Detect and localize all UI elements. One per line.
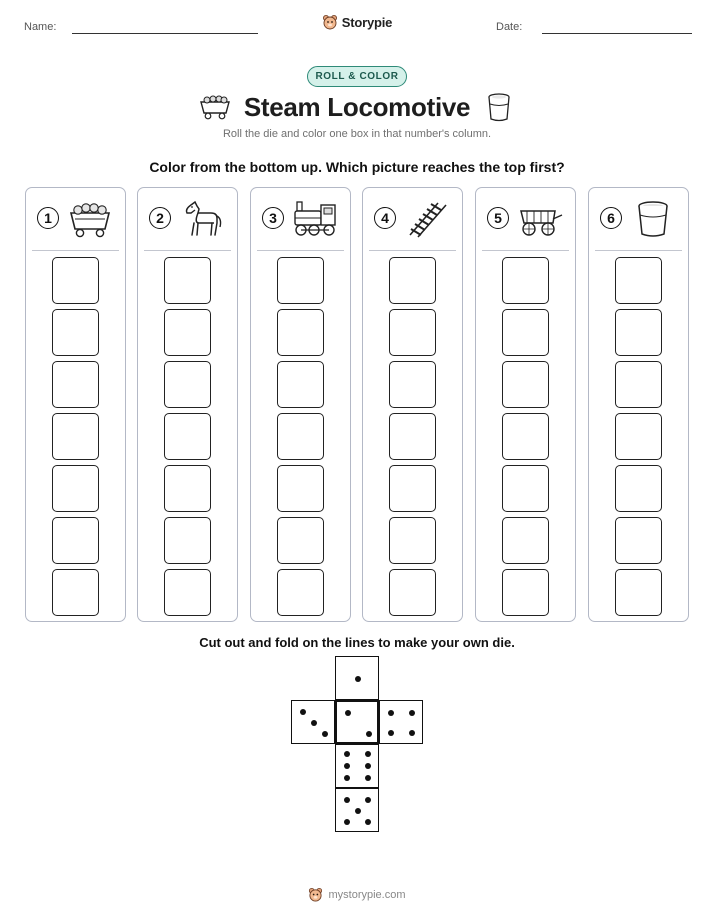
date-line[interactable] bbox=[542, 33, 692, 34]
die-pip bbox=[409, 710, 415, 716]
color-box[interactable] bbox=[389, 517, 436, 564]
color-box[interactable] bbox=[389, 309, 436, 356]
die-pip bbox=[409, 730, 415, 736]
die-pip bbox=[322, 731, 328, 737]
bear-logo-icon bbox=[308, 887, 323, 902]
die-pip bbox=[365, 797, 371, 803]
color-box[interactable] bbox=[502, 465, 549, 512]
die-pip bbox=[366, 731, 372, 737]
color-box[interactable] bbox=[615, 361, 662, 408]
column-divider bbox=[32, 250, 119, 251]
page-subtitle: Roll the die and color one box in that number's column. bbox=[222, 128, 492, 140]
column-divider bbox=[595, 250, 682, 251]
color-box[interactable] bbox=[52, 465, 99, 512]
column-header bbox=[138, 188, 237, 251]
column-number: 4 bbox=[374, 207, 396, 229]
die-pip bbox=[365, 819, 371, 825]
die-pip bbox=[365, 751, 371, 757]
die-pip bbox=[344, 751, 350, 757]
column-divider bbox=[369, 250, 456, 251]
die-pip bbox=[388, 730, 394, 736]
die-face-3 bbox=[291, 700, 335, 744]
die-pip bbox=[344, 819, 350, 825]
die-instruction: Cut out and fold on the lines to make your own die. bbox=[199, 635, 515, 650]
color-box[interactable] bbox=[615, 517, 662, 564]
color-box[interactable] bbox=[615, 413, 662, 460]
column-number: 5 bbox=[487, 207, 509, 229]
column-number: 2 bbox=[149, 207, 171, 229]
date-label: Date: bbox=[496, 21, 523, 33]
column-header bbox=[26, 188, 125, 251]
roll-column-2 bbox=[137, 187, 238, 622]
roll-column-5 bbox=[475, 187, 576, 622]
roll-column-3 bbox=[250, 187, 351, 622]
color-box[interactable] bbox=[502, 309, 549, 356]
horse-icon bbox=[179, 199, 225, 239]
die-pip bbox=[344, 775, 350, 781]
color-box[interactable] bbox=[164, 257, 211, 304]
color-box[interactable] bbox=[164, 465, 211, 512]
die-pip bbox=[388, 710, 394, 716]
storypie-logo bbox=[0, 14, 714, 30]
color-box[interactable] bbox=[502, 257, 549, 304]
color-box[interactable] bbox=[164, 361, 211, 408]
color-box[interactable] bbox=[52, 569, 99, 616]
color-box[interactable] bbox=[389, 413, 436, 460]
die-face-6 bbox=[335, 744, 379, 788]
column-header bbox=[251, 188, 350, 251]
column-divider bbox=[144, 250, 231, 251]
column-header bbox=[476, 188, 575, 251]
die-pip bbox=[344, 763, 350, 769]
color-box[interactable] bbox=[502, 517, 549, 564]
color-box[interactable] bbox=[389, 257, 436, 304]
footer bbox=[0, 887, 714, 902]
die-face-1 bbox=[335, 656, 379, 700]
color-box[interactable] bbox=[615, 569, 662, 616]
roll-column-1 bbox=[25, 187, 126, 622]
color-box[interactable] bbox=[389, 465, 436, 512]
page-title: Steam Locomotive bbox=[243, 92, 471, 122]
die-pip bbox=[345, 710, 351, 716]
steam-locomotive-icon bbox=[292, 199, 338, 239]
color-box[interactable] bbox=[277, 465, 324, 512]
roll-column-4 bbox=[362, 187, 463, 622]
bear-logo-icon bbox=[322, 14, 338, 30]
activity-badge: ROLL & COLOR bbox=[307, 66, 407, 87]
die-face-4 bbox=[379, 700, 423, 744]
color-box[interactable] bbox=[502, 569, 549, 616]
die-face-2 bbox=[335, 700, 379, 744]
color-box[interactable] bbox=[277, 413, 324, 460]
railroad-track-icon bbox=[404, 199, 450, 239]
color-box[interactable] bbox=[164, 569, 211, 616]
color-box[interactable] bbox=[277, 257, 324, 304]
wagon-icon bbox=[517, 199, 563, 239]
column-number: 1 bbox=[37, 207, 59, 229]
color-box[interactable] bbox=[502, 361, 549, 408]
column-divider bbox=[257, 250, 344, 251]
color-box[interactable] bbox=[52, 361, 99, 408]
color-box[interactable] bbox=[52, 257, 99, 304]
column-header bbox=[589, 188, 688, 251]
roll-column-6 bbox=[588, 187, 689, 622]
die-pip bbox=[365, 763, 371, 769]
color-box[interactable] bbox=[164, 413, 211, 460]
column-divider bbox=[482, 250, 569, 251]
die-pip bbox=[365, 775, 371, 781]
color-box[interactable] bbox=[277, 361, 324, 408]
column-header bbox=[363, 188, 462, 251]
color-box[interactable] bbox=[615, 309, 662, 356]
footer-url[interactable]: mystorypie.com bbox=[328, 888, 406, 901]
bucket-icon bbox=[630, 199, 676, 239]
die-pip bbox=[300, 709, 306, 715]
color-box[interactable] bbox=[277, 569, 324, 616]
color-box[interactable] bbox=[615, 257, 662, 304]
color-box[interactable] bbox=[52, 309, 99, 356]
die-pip bbox=[355, 676, 361, 682]
color-box[interactable] bbox=[52, 517, 99, 564]
color-box[interactable] bbox=[164, 517, 211, 564]
color-box[interactable] bbox=[615, 465, 662, 512]
die-pip bbox=[311, 720, 317, 726]
game-instruction: Color from the bottom up. Which picture reaches the top first? bbox=[149, 159, 565, 175]
die-pip bbox=[344, 797, 350, 803]
color-box[interactable] bbox=[389, 569, 436, 616]
color-box[interactable] bbox=[52, 413, 99, 460]
color-box[interactable] bbox=[277, 517, 324, 564]
die-face-5 bbox=[335, 788, 379, 832]
column-number: 3 bbox=[262, 207, 284, 229]
name-line[interactable] bbox=[72, 33, 258, 34]
bucket-icon bbox=[487, 92, 511, 122]
brand-name: Storypie bbox=[341, 14, 393, 30]
color-box[interactable] bbox=[164, 309, 211, 356]
color-box[interactable] bbox=[277, 309, 324, 356]
color-box[interactable] bbox=[389, 361, 436, 408]
name-label: Name: bbox=[24, 21, 57, 33]
column-number: 6 bbox=[600, 207, 622, 229]
die-pip bbox=[355, 808, 361, 814]
coal-cart-icon bbox=[67, 199, 113, 239]
color-box[interactable] bbox=[502, 413, 549, 460]
